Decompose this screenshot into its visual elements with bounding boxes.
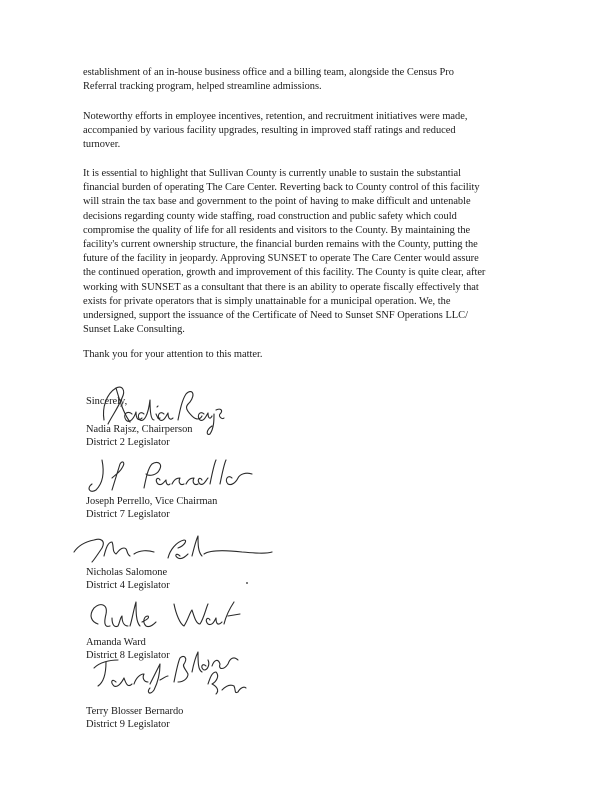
- text-line: Thank you for your attention to this matter.: [83, 349, 263, 360]
- paragraph-thank-you: [83, 348, 533, 362]
- signatory-district: District 9 Legislator: [86, 719, 170, 731]
- signature-amanda-ward: [84, 596, 244, 636]
- text-line: Noteworthy efforts in employee incentives, retention, and recruitment initiatives were made,: [83, 111, 468, 122]
- text-line: Sunset Lake Consulting.: [83, 324, 185, 336]
- text-line: financial burden of operating The Care Center. Reverting back to County control of this facility: [83, 182, 480, 194]
- signatory-district: District 7 Legislator: [86, 509, 170, 521]
- text-line: accompanied by various facility upgrades, resulting in improved staff ratings and reduced: [83, 125, 456, 137]
- text-line: Referral tracking program, helped streamline admissions.: [83, 81, 322, 93]
- signatory-name: Amanda Ward: [86, 637, 146, 648]
- text-line: undersigned, support the issuance of the Certificate of Need to Sunset SNF Operations LLC/: [83, 310, 468, 322]
- signature-nicholas-salomone: [64, 528, 274, 568]
- text-line: exists for private operators that is simply unattainable for a municipal operation. We, the: [83, 295, 451, 307]
- text-line: turnover.: [83, 139, 121, 151]
- paragraph-admissions: [83, 66, 533, 94]
- paragraph-staffing: [83, 110, 533, 153]
- text-line: compromise the quality of life for all residents and visitors to the County. By maintaining the: [83, 224, 471, 236]
- signatory-1: [86, 423, 192, 450]
- text-line: future of the facility in jeopardy. Approving SUNSET to operate The Care Center would assure: [83, 253, 479, 265]
- text-line: will strain the tax base and government to the point of having to make difficult and untenable: [83, 196, 471, 208]
- signatory-2: [86, 495, 217, 522]
- paragraph-county-burden: [83, 167, 533, 337]
- signatory-name: Nicholas Salomone: [86, 567, 168, 578]
- text-line: facility's current ownership structure, the financial burden remains with the County, putting the: [83, 239, 478, 251]
- closing: Sincerely,: [86, 396, 128, 407]
- text-line: working with SUNSET as a consultant that there is an ability to operate fiscally effectively that: [83, 281, 479, 293]
- signatory-name: Nadia Rajsz, Chairperson: [86, 424, 193, 435]
- signature-terry-blosser-bernardo: [88, 642, 248, 704]
- signatory-3: [86, 566, 170, 593]
- scan-speck: [246, 582, 248, 584]
- signatory-district: District 2 Legislator: [86, 437, 170, 449]
- text-line: establishment of an in-house business office and a billing team, alongside the Census Pro: [83, 67, 454, 78]
- text-line: It is essential to highlight that Sullivan County is currently unable to sustain the substantial: [83, 168, 462, 179]
- signature-joseph-perrello: [82, 454, 272, 499]
- signatory-district: District 4 Legislator: [86, 580, 170, 592]
- signatory-district: District 8 Legislator: [86, 650, 170, 662]
- signatory-name: Joseph Perrello, Vice Chairman: [86, 496, 218, 507]
- signatory-5: [86, 705, 183, 732]
- text-line: the continued operation, growth and improvement of this facility. The County is quite clear, after: [83, 267, 486, 279]
- text-line: decisions regarding county wide staffing, road construction and public safety which could: [83, 210, 457, 222]
- signatory-name: Terry Blosser Bernardo: [86, 706, 184, 717]
